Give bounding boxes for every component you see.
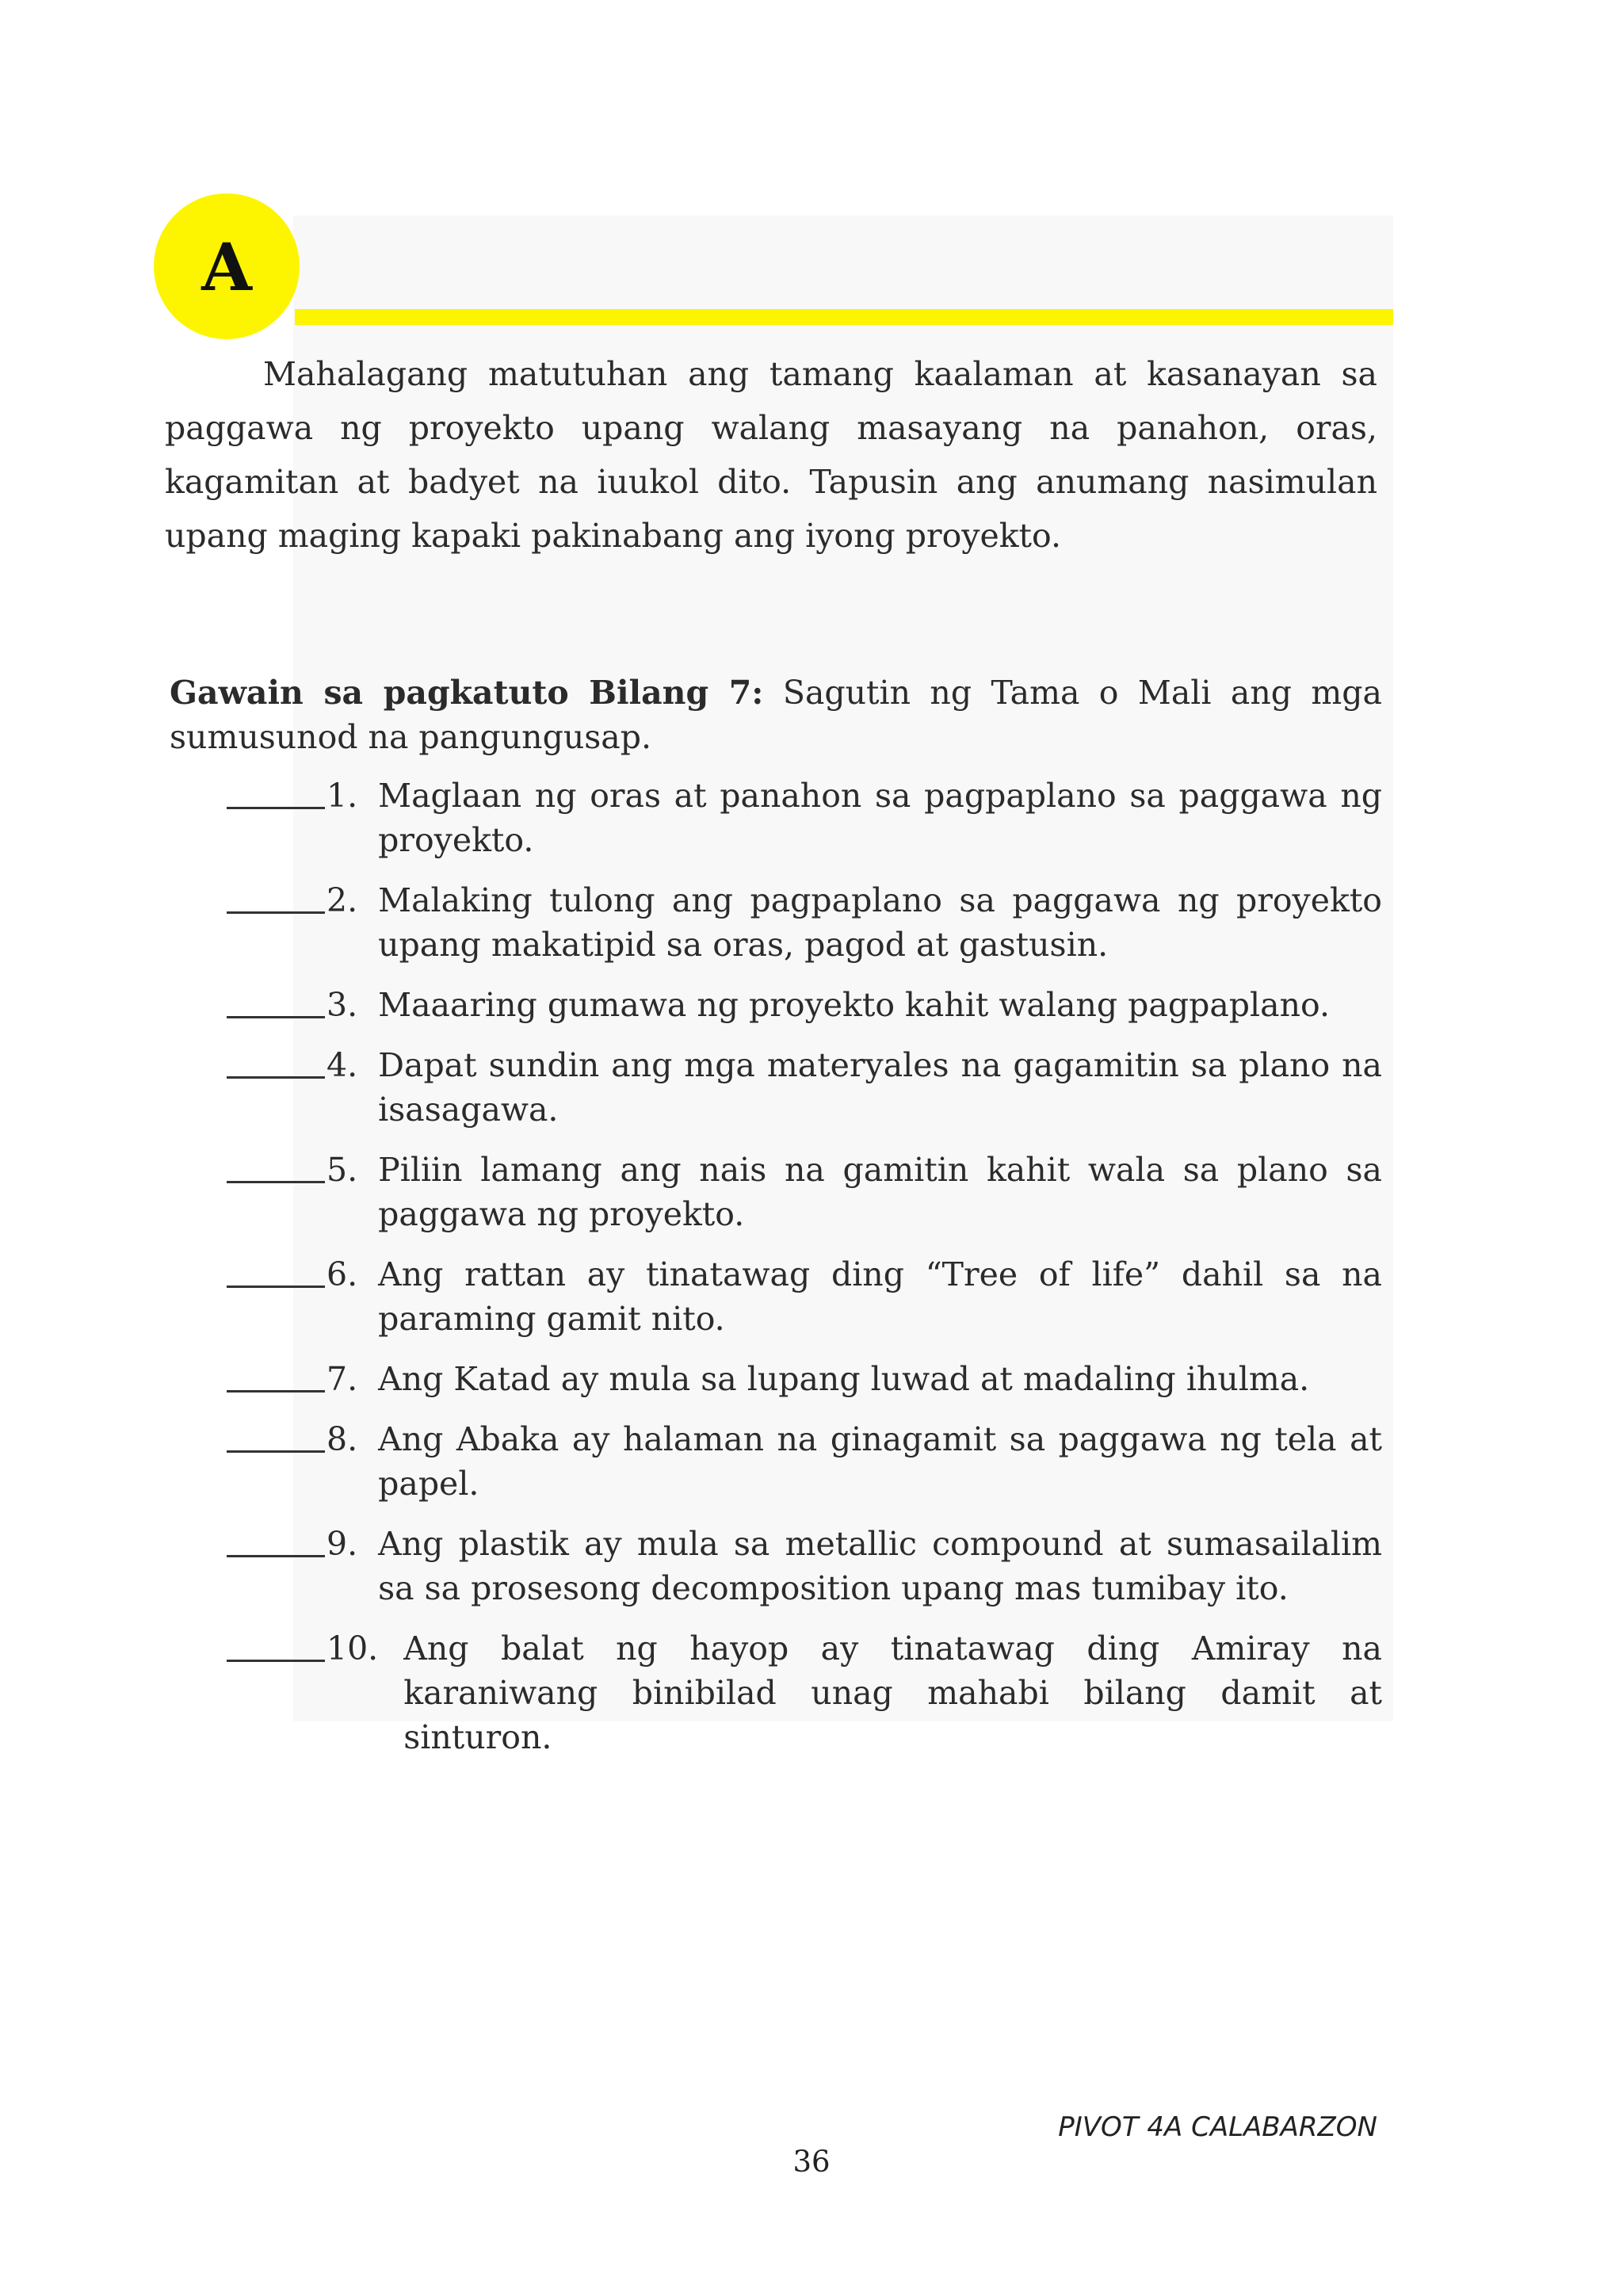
answer-blank[interactable]	[227, 1417, 325, 1453]
question-number: 10.	[327, 1629, 379, 1668]
question-item	[227, 1417, 1382, 1506]
question-item	[227, 1626, 1382, 1759]
question-text: Ang plastik ay mula sa metallic compound at sumasailalim sa sa prosesong decomposition upang mas tumibay ito.	[378, 1525, 1382, 1607]
question-item	[227, 774, 1382, 862]
question-item	[227, 1357, 1382, 1401]
activity-section	[170, 670, 1382, 1775]
question-number: 7.	[327, 1360, 358, 1398]
question-item	[227, 1522, 1382, 1610]
question-number: 2.	[327, 881, 358, 919]
footer-brand: PIVOT 4A CALABARZON	[1058, 2111, 1377, 2143]
question-number: 3.	[327, 986, 358, 1024]
section-badge	[154, 193, 300, 339]
answer-blank[interactable]	[227, 983, 325, 1018]
question-text: Ang balat ng hayop ay tinatawag ding Amiray na karaniwang binibilad unag mahabi bilang damit at sinturon.	[403, 1629, 1382, 1756]
intro-paragraph: Mahalagang matutuhan ang tamang kaalaman at kasanayan sa paggawa ng proyekto upang walang masayang na panahon, oras, kagamitan at badyet na iuukol dito. Tapusin ang anumang nasimulan upang maging kapaki pakinabang ang iyong proyekto.	[165, 355, 1377, 555]
answer-blank[interactable]	[227, 878, 325, 914]
question-text: Malaking tulong ang pagpaplano sa paggawa ng proyekto upang makatipid sa oras, pagod at gastusin.	[378, 881, 1382, 964]
question-text: Piliin lamang ang nais na gamitin kahit wala sa plano sa paggawa ng proyekto.	[378, 1151, 1382, 1233]
answer-blank[interactable]	[227, 1148, 325, 1183]
question-item	[227, 1043, 1382, 1132]
question-item	[227, 983, 1382, 1027]
question-item	[227, 1252, 1382, 1341]
question-text: Dapat sundin ang mga materyales na gagamitin sa plano na isasagawa.	[378, 1046, 1382, 1129]
question-text: Ang rattan ay tinatawag ding “Tree of life” dahil sa na paraming gamit nito.	[378, 1255, 1382, 1338]
question-item	[227, 878, 1382, 967]
answer-blank[interactable]	[227, 1522, 325, 1557]
question-number: 5.	[327, 1151, 358, 1189]
activity-instruction-text: Sagutin ng Tama o Mali ang mga sumusunod na pangungusap.	[170, 674, 1382, 756]
question-number: 8.	[327, 1420, 358, 1458]
question-list	[227, 774, 1382, 1759]
question-number: 1.	[327, 777, 358, 815]
page-number: 36	[792, 2145, 831, 2179]
question-number: 6.	[327, 1255, 358, 1293]
question-number: 4.	[327, 1046, 358, 1084]
question-text: Maaaring gumawa ng proyekto kahit walang pagpaplano.	[378, 986, 1330, 1024]
section-letter: A	[201, 230, 252, 306]
activity-title: Gawain sa pagkatuto Bilang 7:	[170, 674, 764, 712]
question-item	[227, 1148, 1382, 1236]
answer-blank[interactable]	[227, 1252, 325, 1288]
question-text: Maglaan ng oras at panahon sa pagpaplano sa paggawa ng proyekto.	[378, 777, 1382, 859]
activity-instructions	[170, 670, 1382, 759]
question-text: Ang Abaka ay halaman na ginagamit sa paggawa ng tela at papel.	[378, 1420, 1382, 1503]
answer-blank[interactable]	[227, 1043, 325, 1079]
answer-blank[interactable]	[227, 1357, 325, 1392]
question-number: 9.	[327, 1525, 358, 1563]
answer-blank[interactable]	[227, 1626, 325, 1662]
answer-blank[interactable]	[227, 774, 325, 809]
section-header-bar	[295, 309, 1393, 325]
question-text: Ang Katad ay mula sa lupang luwad at madaling ihulma.	[378, 1360, 1310, 1398]
